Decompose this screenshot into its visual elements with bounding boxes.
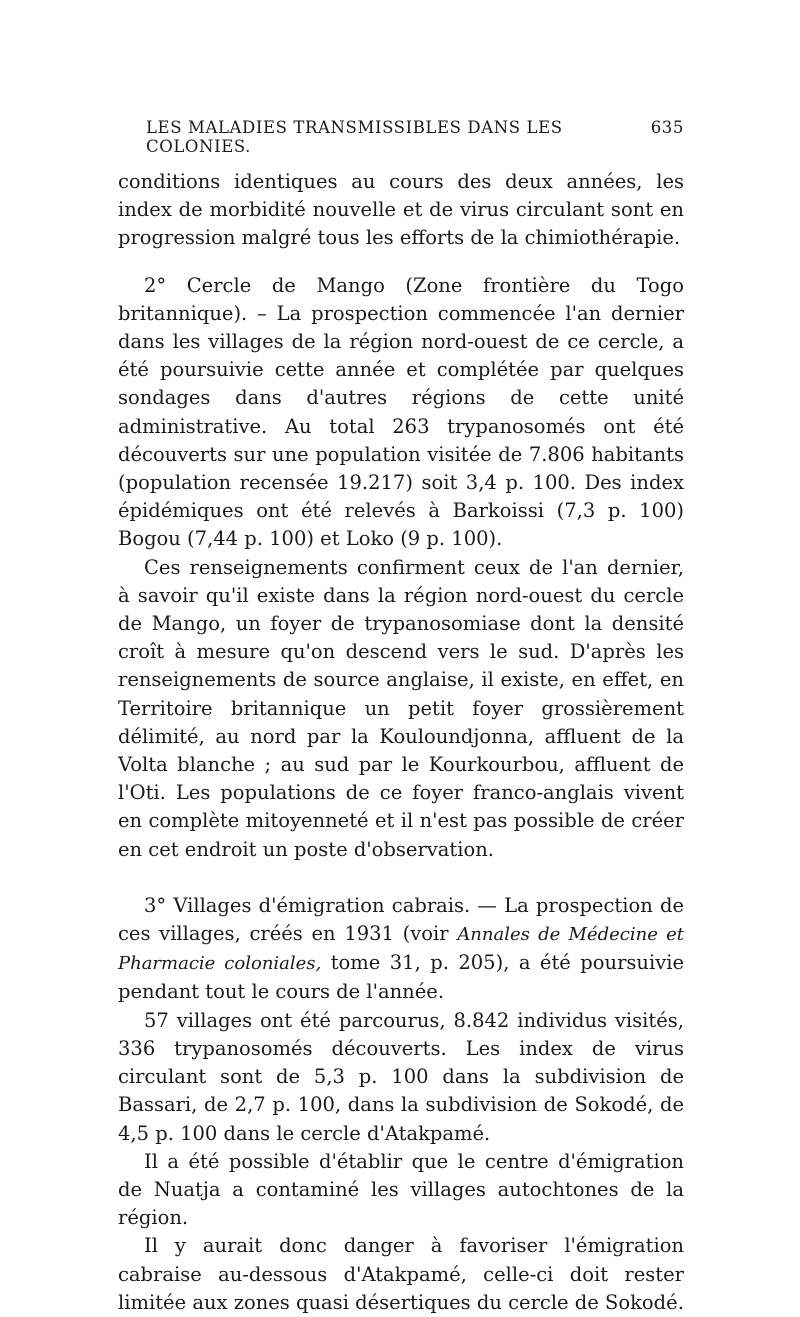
paragraph-continuation: conditions identiques au cours des deux années, les index de morbidité nouvelle et de virus circulant sont en progression malgré tous les efforts de la chimiothérapie.	[118, 170, 684, 250]
running-header	[118, 118, 684, 156]
paragraph-renseignements: Ces renseignements confirment ceux de l'an dernier, à savoir qu'il existe dans la région nord-ouest du cercle de Mango, un foyer de trypanosomiase dont la densité croît à mesure qu'on descend vers le sud. D'après les renseignements de source anglaise, il existe, en effet, en Territoire britannique un petit foyer grossièrement délimité, au nord par la Kouloundjonna, affluent de la Volta blanche ; au sud par le Kourkourbou, affluent de l'Oti. Les populations de ce foyer franco-anglais vivent en complète mitoyenneté et il n'est pas possible de créer en cet endroit un poste d'observation.	[118, 555, 684, 861]
paragraph-villages-emigration	[118, 892, 684, 1007]
text-segment: 3° Villages d'émigration cabrais. — La prospection de ces villages, créés en 1931 (voir	[118, 893, 684, 946]
document-page	[118, 118, 684, 1317]
text-segment: tome 31, p. 205), a été poursuivie pendant tout le cours de l'année.	[118, 951, 684, 1004]
paragraph-conclusion: Il y aurait donc danger à favoriser l'émigration cabraise au-dessous d'Atakpamé, celle-ci doit rester limitée aux zones quasi désertiques du cercle de Sokodé.	[118, 1234, 684, 1314]
paragraph-cercle-mango: 2° Cercle de Mango (Zone frontière du Togo britannique). – La prospection commencée l'an dernier dans les villages de la région nord-ouest de ce cercle, a été poursuivie cette année et complétée par quelques sondages dans d'autres régions de cette unité administrative. Au total 263 trypanosomés ont été découverts sur une population visitée de 7.806 habitants (population recensée 19.217) soit 3,4 p. 100. Des index épidémiques ont été relevés à Barkoissi (7,3 p. 100) Bogou (7,44 p. 100) et Loko (9 p. 100).	[118, 273, 684, 551]
journal-title: Annales de Médecine et Pharmacie coloniales,	[118, 924, 684, 975]
paragraph-statistics: 57 villages ont été parcourus, 8.842 individus visités, 336 trypanosomés découverts. Les index de virus circulant sont de 5,3 p. 100 dans la subdivision de Bassari, de 2,7 p. 100, dans la subdivision de Sokodé, de 4,5 p. 100 dans le cercle d'Atakpamé.	[118, 1008, 684, 1145]
page-number: 635	[650, 118, 684, 137]
paragraph-nuatja: Il a été possible d'établir que le centre d'émigration de Nuatja a contaminé les villages autochtones de la région.	[118, 1149, 684, 1230]
running-title: LES MALADIES TRANSMISSIBLES DANS LES COLONIES.	[146, 118, 563, 156]
